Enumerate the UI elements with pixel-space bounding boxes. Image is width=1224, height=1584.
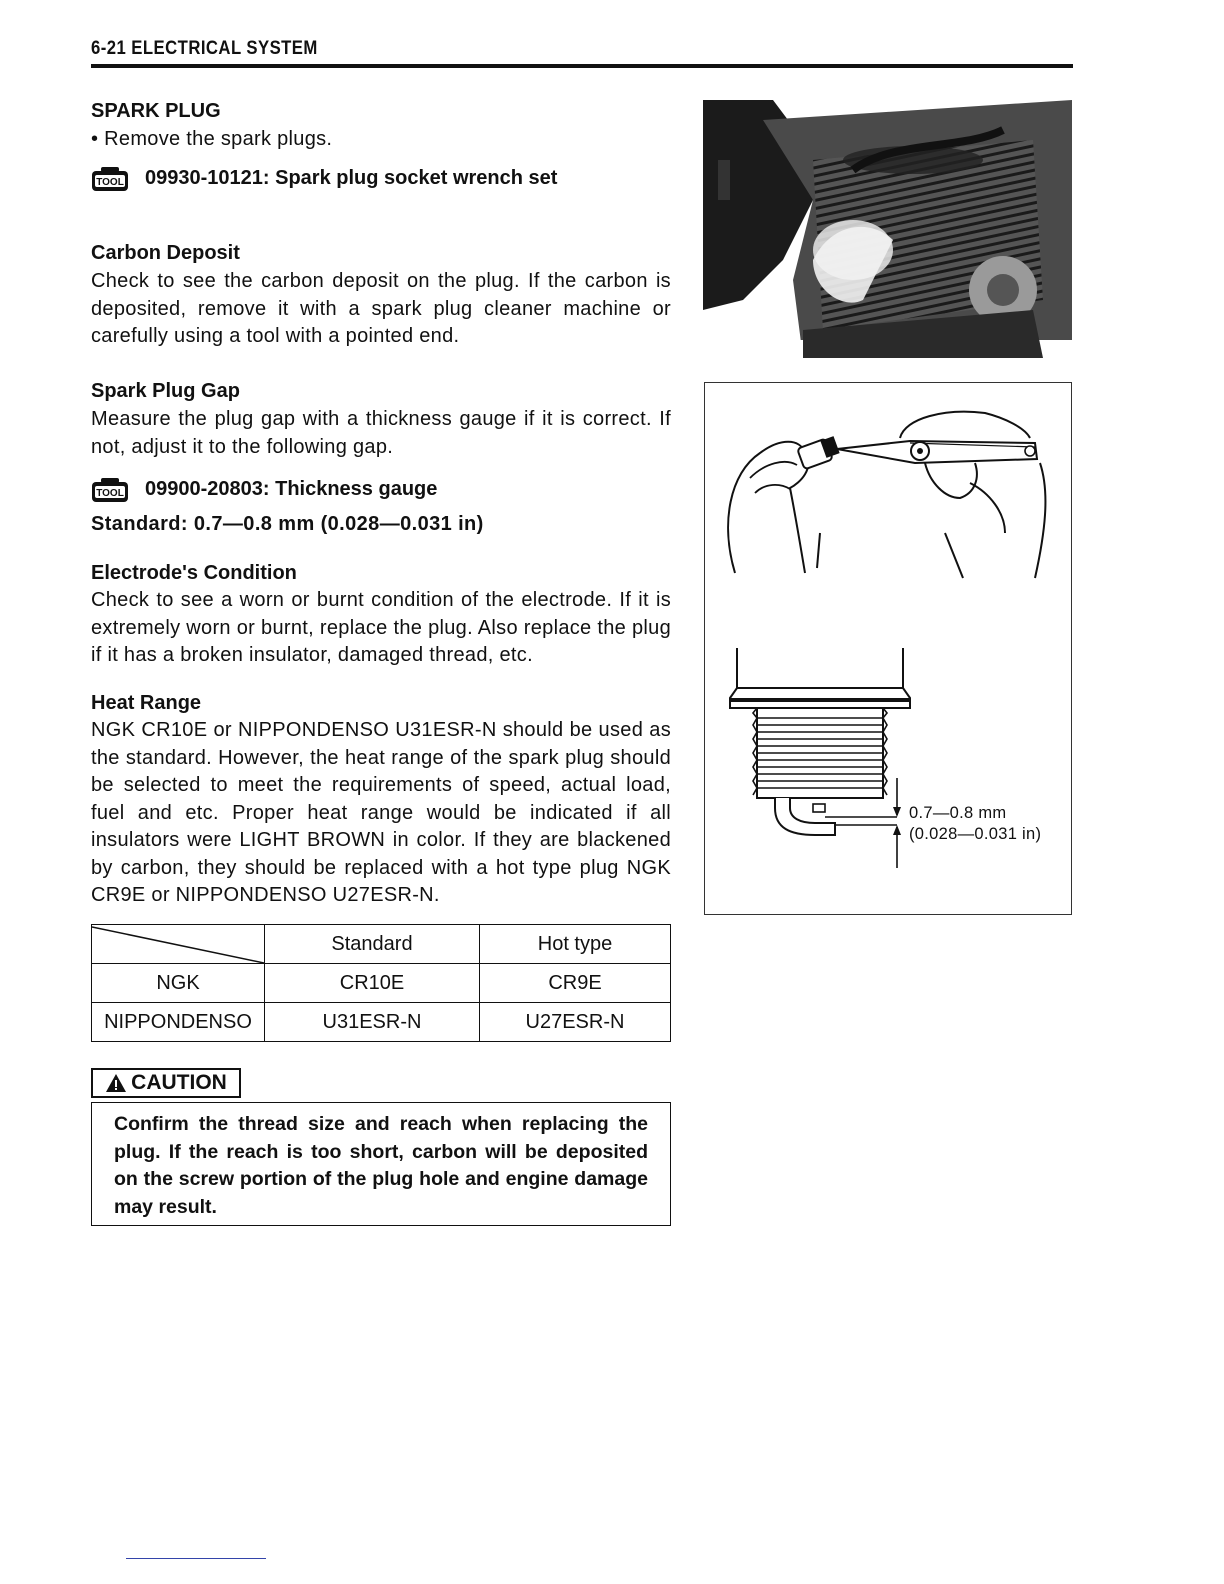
caution-box: Confirm the thread size and reach when replacing the plug. If the reach is too short, carbon will be deposited on the screw portion of the plug hole and engine damage may result. xyxy=(91,1102,671,1226)
page-header: 6-21 ELECTRICAL SYSTEM xyxy=(91,38,318,59)
table-header-cell: Hot type xyxy=(480,925,671,964)
table-cell: CR10E xyxy=(265,964,480,1003)
socket-wrench-tool-line xyxy=(91,165,671,193)
electrode-text: Check to see a worn or burnt condition of the electrode. If it is extremely worn or burnt, replace the plug. Also replace the plug if it has a broken insulator, damaged thread, etc. xyxy=(91,589,671,666)
thickness-gauge-tool-text: 09900-20803: Thickness gauge xyxy=(145,478,438,500)
tool-icon xyxy=(91,477,129,503)
carbon-deposit-text: Check to see the carbon deposit on the plug. If the carbon is deposited, remove it with a spark plug cleaner machine or carefully using a tool with a pointed end. xyxy=(91,270,671,347)
plug-gap-text: Measure the plug gap with a thickness gauge if it is correct. If not, adjust it to the following gap. xyxy=(91,408,671,458)
caution-label xyxy=(91,1068,241,1098)
footer-rule xyxy=(126,1558,266,1559)
table-header-row xyxy=(92,925,671,964)
table-cell: NGK xyxy=(92,964,265,1003)
remove-plugs-bullet: • Remove the spark plugs. xyxy=(91,128,333,150)
gap-label-mm: 0.7—0.8 mm xyxy=(909,804,1007,822)
spark-plug-heading: SPARK PLUG xyxy=(91,100,221,122)
warning-triangle-icon xyxy=(105,1073,127,1093)
table-corner-cell xyxy=(92,925,265,964)
plug-gap-heading: Spark Plug Gap xyxy=(91,380,240,402)
table-cell: U27ESR-N xyxy=(480,1003,671,1042)
carbon-deposit-heading: Carbon Deposit xyxy=(91,242,240,264)
heat-range-table xyxy=(91,924,671,1042)
header-divider xyxy=(91,64,1073,68)
engine-photo xyxy=(703,100,1072,358)
table-cell: CR9E xyxy=(480,964,671,1003)
svg-text:TOOL: TOOL xyxy=(96,487,124,499)
svg-text:TOOL: TOOL xyxy=(96,176,124,188)
diagonal-line xyxy=(92,925,264,963)
gap-label-in: (0.028—0.031 in) xyxy=(909,825,1042,843)
electrode-heading: Electrode's Condition xyxy=(91,562,297,584)
gap-measurement-figure xyxy=(704,382,1072,915)
heat-range-heading: Heat Range xyxy=(91,692,202,714)
heat-range-text: NGK CR10E or NIPPONDENSO U31ESR-N should be used as the standard. However, the heat range of the spark plug should be selected to meet the requirements of speed, actual load, fuel and etc. Proper heat range would be indicated if all insulators were LIGHT BROWN in color. If they are blackened by carbon, they should be replaced with a hot type plug NGK CR9E or NIPPONDENSO U27ESR-N. xyxy=(91,719,671,906)
thickness-gauge-tool-line xyxy=(91,476,671,504)
gap-standard: Standard: 0.7—0.8 mm (0.028—0.031 in) xyxy=(91,513,484,535)
socket-wrench-tool-text: 09930-10121: Spark plug socket wrench set xyxy=(145,167,558,189)
caution-label-text: CAUTION xyxy=(131,1071,227,1094)
tool-icon xyxy=(91,166,129,192)
table-header-cell: Standard xyxy=(265,925,480,964)
table-cell: NIPPONDENSO xyxy=(92,1003,265,1042)
table-row xyxy=(92,964,671,1003)
table-cell: U31ESR-N xyxy=(265,1003,480,1042)
table-row xyxy=(92,1003,671,1042)
